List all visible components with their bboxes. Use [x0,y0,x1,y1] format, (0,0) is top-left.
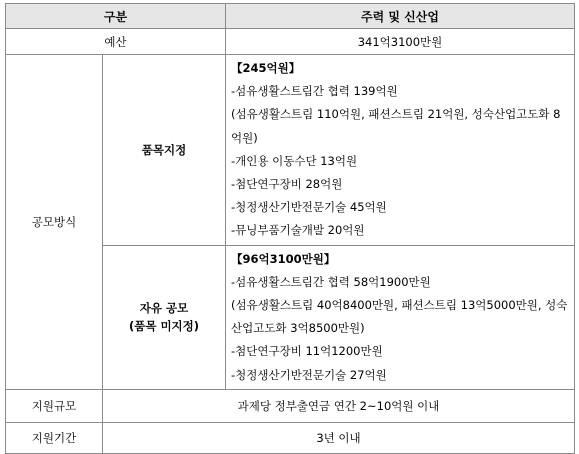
designated-line: -섬유생활스트림간 협력 139억원 [231,84,398,99]
free-contents [226,245,575,389]
period-value: 3년 이내 [103,422,575,453]
scale-row [6,389,575,422]
designated-heading: 【245억원】 [231,61,301,75]
designated-line: -첨단연구장비 28억원 [231,177,343,192]
designated-contents [226,55,575,246]
free-line: (섬유생활스트림 40억8400만원, 패션스트림 13억5000만원, 성숙산업고도화 3억8500만원) [231,298,568,336]
method-label: 공모방식 [6,55,103,390]
header-field: 주력 및 신산업 [226,4,575,29]
designated-line: -뮤닝부품기술개발 20억원 [231,223,365,238]
free-line: -첨단연구장비 11억1200만원 [231,344,383,359]
budget-label: 예산 [6,29,226,55]
scale-value: 과제당 정부출연금 연간 2~10억원 이내 [103,389,575,422]
designated-line: -청정생산기반전문기술 45억원 [231,200,387,215]
header-row [6,4,575,29]
free-heading: 【96억3100만원】 [231,251,336,266]
designated-row [6,55,575,246]
period-row [6,422,575,453]
header-category: 구분 [6,4,226,29]
designated-line: (섬유생활스트림 110억원, 패션스트림 21억원, 성숙산업고도화 8억원) [231,107,561,145]
free-label-line2: (품목 미지정) [128,319,200,334]
free-label-line1: 자유 공모 [139,301,189,316]
budget-value: 341억3100만원 [226,29,575,55]
budget-row [6,29,575,55]
period-label: 지원기간 [6,422,103,453]
free-line: -섬유생활스트림간 협력 58억1900만원 [231,274,431,289]
free-line: -청정생산기반전문기술 27억원 [231,367,387,382]
designated-label: 품목지정 [103,55,226,246]
program-table [5,3,575,454]
designated-line: -개인용 이동수단 13억원 [231,153,358,168]
scale-label: 지원규모 [6,389,103,422]
free-label [103,245,226,389]
